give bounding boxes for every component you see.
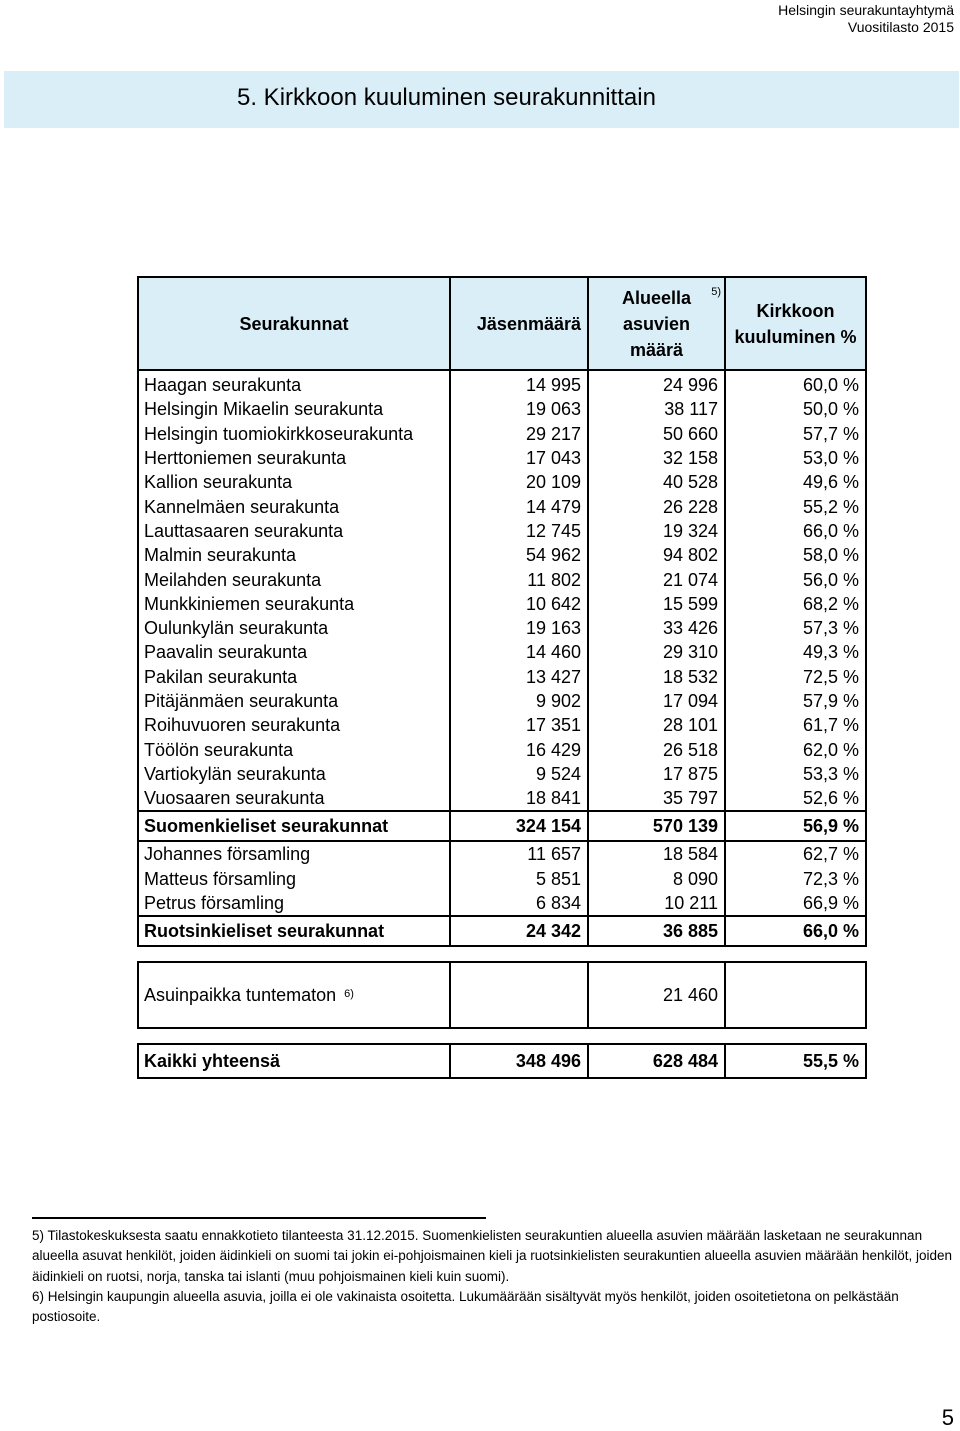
members-count: 324 154 (450, 811, 588, 841)
members-count: 9 902 (450, 689, 588, 713)
population-count: 50 660 (588, 422, 725, 446)
parish-name: Roihuvuoren seurakunta (138, 713, 450, 737)
parish-name: Herttoniemen seurakunta (138, 446, 450, 470)
population-count: 29 310 (588, 640, 725, 664)
organization-name: Helsingin seurakuntayhtymä (778, 2, 954, 18)
membership-share: 57,9 % (725, 689, 866, 713)
population-count: 94 802 (588, 543, 725, 567)
population-count: 26 228 (588, 494, 725, 518)
population-count: 8 090 (588, 867, 725, 891)
parish-name: Helsingin tuomiokirkkoseurakunta (138, 422, 450, 446)
population-count: 24 996 (588, 370, 725, 397)
members-count: 17 351 (450, 713, 588, 737)
parish-name: Kaikki yhteensä (138, 1044, 450, 1078)
membership-share: 55,5 % (725, 1044, 866, 1078)
members-count: 14 995 (450, 370, 588, 397)
membership-share: 62,0 % (725, 737, 866, 761)
parish-name: Helsingin Mikaelin seurakunta (138, 397, 450, 421)
table-row (138, 519, 866, 543)
parish-name: Kallion seurakunta (138, 470, 450, 494)
population-count: 32 158 (588, 446, 725, 470)
members-count: 18 841 (450, 786, 588, 811)
members-count: 19 063 (450, 397, 588, 421)
table-row (138, 713, 866, 737)
parish-name: Matteus församling (138, 867, 450, 891)
membership-share: 72,3 % (725, 867, 866, 891)
membership-share: 62,7 % (725, 841, 866, 866)
membership-share: 53,0 % (725, 446, 866, 470)
members-count: 14 479 (450, 494, 588, 518)
population-count: 28 101 (588, 713, 725, 737)
footnote-divider (32, 1217, 486, 1219)
members-count: 14 460 (450, 640, 588, 664)
table-header-row (138, 277, 866, 370)
population-count: 21 460 (588, 962, 725, 1028)
membership-share: 49,6 % (725, 470, 866, 494)
population-count: 35 797 (588, 786, 725, 811)
population-count: 10 211 (588, 891, 725, 916)
table-row (138, 397, 866, 421)
members-count: 6 834 (450, 891, 588, 916)
membership-share: 61,7 % (725, 713, 866, 737)
footnote-ref-6: 6) (344, 988, 354, 1001)
section-title-bar (4, 71, 959, 128)
col-header-share: Kirkkoon kuuluminen % (725, 277, 866, 370)
col-header-parish: Seurakunnat (138, 277, 450, 370)
members-count: 13 427 (450, 665, 588, 689)
members-count: 10 642 (450, 592, 588, 616)
membership-share: 66,0 % (725, 916, 866, 946)
table-row (138, 786, 866, 811)
population-count: 19 324 (588, 519, 725, 543)
table-row (138, 567, 866, 591)
population-count: 17 094 (588, 689, 725, 713)
table-row (138, 370, 866, 397)
spacer-row (138, 946, 866, 962)
membership-share: 56,0 % (725, 567, 866, 591)
population-count: 36 885 (588, 916, 725, 946)
parish-name: Töölön seurakunta (138, 737, 450, 761)
population-count: 18 532 (588, 665, 725, 689)
parish-name (138, 962, 450, 1028)
parish-name: Pakilan seurakunta (138, 665, 450, 689)
table-row (138, 422, 866, 446)
membership-share: 58,0 % (725, 543, 866, 567)
members-count: 9 524 (450, 762, 588, 786)
members-count: 348 496 (450, 1044, 588, 1078)
membership-share: 72,5 % (725, 665, 866, 689)
table-row (138, 494, 866, 518)
membership-share: 53,3 % (725, 762, 866, 786)
unknown-label: Asuinpaikka tuntematon (144, 985, 337, 1006)
subtotal-row-finnish (138, 811, 866, 841)
population-count: 38 117 (588, 397, 725, 421)
parish-name: Oulunkylän seurakunta (138, 616, 450, 640)
table-row (138, 616, 866, 640)
section-title: 5. Kirkkoon kuuluminen seurakunnittain (237, 84, 656, 111)
table-row (138, 592, 866, 616)
population-count: 26 518 (588, 737, 725, 761)
table-row (138, 841, 866, 866)
parish-name: Munkkiniemen seurakunta (138, 592, 450, 616)
col-header-population: Alueella asuvien määrä 5) (588, 277, 725, 370)
members-count (450, 962, 588, 1028)
table-row (138, 446, 866, 470)
membership-share: 50,0 % (725, 397, 866, 421)
membership-share: 66,0 % (725, 519, 866, 543)
spacer-row (138, 1028, 866, 1044)
table-row (138, 689, 866, 713)
membership-share: 56,9 % (725, 811, 866, 841)
unknown-residence-row (138, 962, 866, 1028)
membership-share: 57,7 % (725, 422, 866, 446)
population-count: 21 074 (588, 567, 725, 591)
members-count: 17 043 (450, 446, 588, 470)
footnote-ref-5: 5) (711, 285, 722, 298)
membership-share: 60,0 % (725, 370, 866, 397)
membership-share: 55,2 % (725, 494, 866, 518)
parish-name: Vuosaaren seurakunta (138, 786, 450, 811)
population-count: 15 599 (588, 592, 725, 616)
parish-name: Haagan seurakunta (138, 370, 450, 397)
population-count: 40 528 (588, 470, 725, 494)
population-count: 628 484 (588, 1044, 725, 1078)
table-row (138, 891, 866, 916)
membership-table (137, 276, 867, 1079)
table-row (138, 867, 866, 891)
membership-share (725, 962, 866, 1028)
members-count: 29 217 (450, 422, 588, 446)
table-row (138, 470, 866, 494)
table-row (138, 640, 866, 664)
parish-name: Meilahden seurakunta (138, 567, 450, 591)
population-count: 570 139 (588, 811, 725, 841)
members-count: 20 109 (450, 470, 588, 494)
col-header-members: Jäsenmäärä (450, 277, 588, 370)
members-count: 11 657 (450, 841, 588, 866)
parish-name: Kannelmäen seurakunta (138, 494, 450, 518)
footnote-6: 6) Helsingin kaupungin alueella asuvia, joilla ei ole vakinaista osoitetta. Lukumäärään sisältyvät myös henkilöt, joiden osoitetietona on pelkästään postiosoite. (32, 1288, 899, 1325)
members-count: 5 851 (450, 867, 588, 891)
population-count: 18 584 (588, 841, 725, 866)
footnote-5: 5) Tilastokeskuksesta saatu ennakkotieto tilanteesta 31.12.2015. Suomenkielisten seurakuntien alueella asuvien määrään lasketaan ne seurakunnan alueella asuvat henkilöt, joiden äidinkieli on suomi tai jokin ei-pohjoismainen kieli ja ruotsinkielisten seurakuntien alueella asuvien määrään henkilöt, joiden äidinkieli on ruotsi, norja, tanska tai islanti (muu pohjoismainen kieli kuin suomi). (32, 1228, 953, 1284)
membership-share: 52,6 % (725, 786, 866, 811)
members-count: 54 962 (450, 543, 588, 567)
membership-share: 66,9 % (725, 891, 866, 916)
parish-name: Lauttasaaren seurakunta (138, 519, 450, 543)
membership-share: 68,2 % (725, 592, 866, 616)
document-name: Vuositilasto 2015 (847, 19, 954, 35)
members-count: 24 342 (450, 916, 588, 946)
membership-share: 49,3 % (725, 640, 866, 664)
table-row (138, 665, 866, 689)
parish-name: Ruotsinkieliset seurakunnat (138, 916, 450, 946)
subtotal-row-swedish (138, 916, 866, 946)
table-row (138, 543, 866, 567)
population-count: 17 875 (588, 762, 725, 786)
parish-name: Malmin seurakunta (138, 543, 450, 567)
parish-name: Suomenkieliset seurakunnat (138, 811, 450, 841)
members-count: 19 163 (450, 616, 588, 640)
parish-name: Pitäjänmäen seurakunta (138, 689, 450, 713)
members-count: 16 429 (450, 737, 588, 761)
membership-share: 57,3 % (725, 616, 866, 640)
grand-total-row (138, 1044, 866, 1078)
table-row (138, 762, 866, 786)
population-count: 33 426 (588, 616, 725, 640)
footnotes (32, 1226, 956, 1327)
parish-name: Petrus församling (138, 891, 450, 916)
table-row (138, 737, 866, 761)
parish-name: Paavalin seurakunta (138, 640, 450, 664)
document-header (778, 2, 954, 36)
parish-name: Vartiokylän seurakunta (138, 762, 450, 786)
parish-name: Johannes församling (138, 841, 450, 866)
members-count: 11 802 (450, 567, 588, 591)
page-number: 5 (941, 1405, 954, 1430)
members-count: 12 745 (450, 519, 588, 543)
